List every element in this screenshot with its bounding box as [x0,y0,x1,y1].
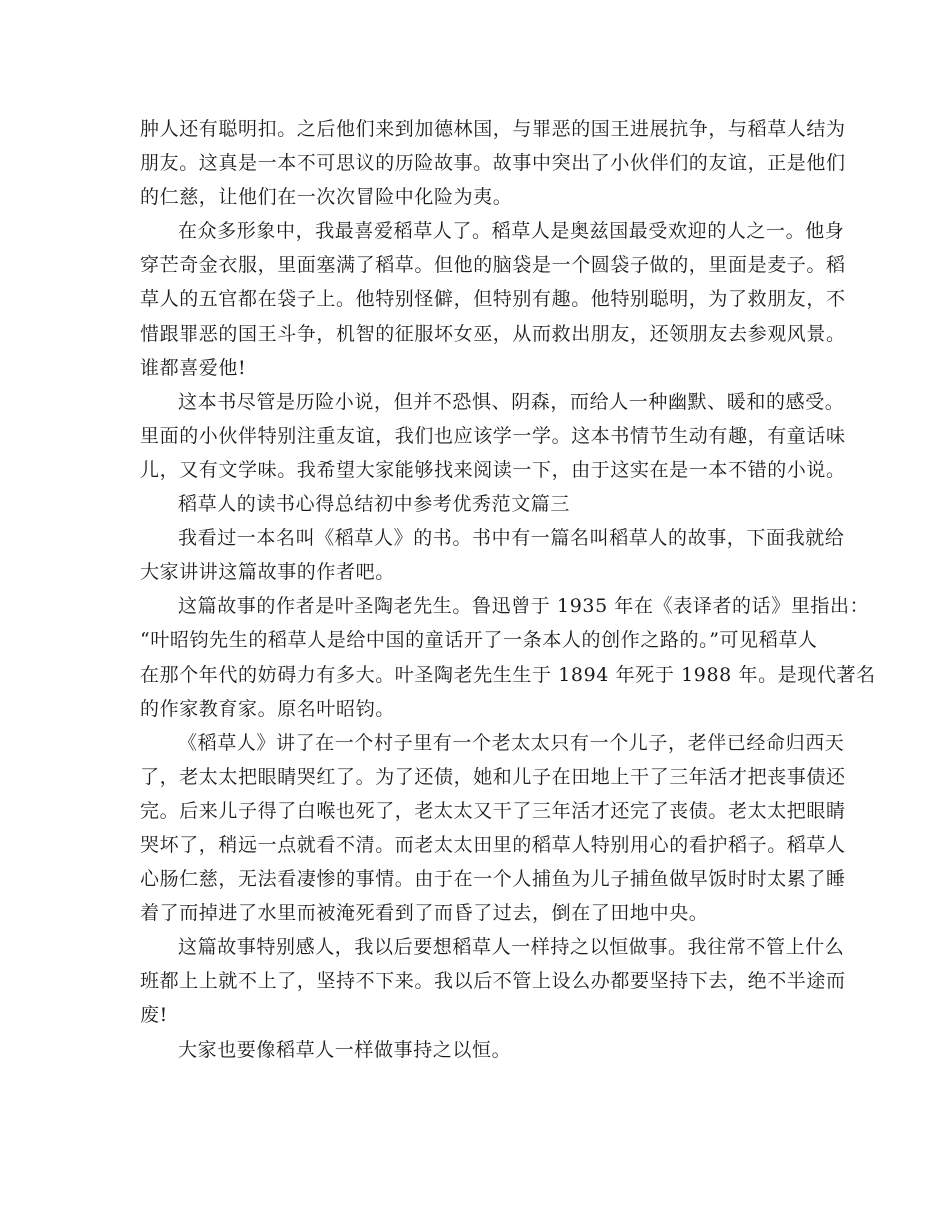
text-line: 的仁慈，让他们在一次次冒险中化险为夷。 [140,186,513,209]
text-line: 朋友。这真是一本不可思议的历险故事。故事中突出了小伙伴们的友谊，正是他们 [140,152,846,175]
text-line: 大家讲讲这篇故事的作者吧。 [140,561,395,584]
text-line: 这篇故事的作者是叶圣陶老先生。鲁迅曾于 1935 年在《表译者的话》里指出： [178,595,870,618]
text-line: 肿人还有聪明扣。之后他们来到加德林国，与罪恶的国王进展抗争，与稻草人结为 [140,118,846,140]
text-line: 在那个年代的妨碍力有多大。叶圣陶老先生生于 1894 年死于 1988 年。是现代著名 [140,663,876,686]
text-line: 了，老太太把眼睛哭红了。为了还债，她和儿子在田地上干了三年活才把丧事债还 [140,765,846,788]
document-body [140,112,876,1067]
text-line: 惜跟罪恶的国王斗争，机智的征服坏女巫，从而救出朋友，还领朋友去参观风景。 [140,322,846,345]
text-line: 班都上上就不上了，坚持不下来。我以后不管上设么办都要坚持下去，绝不半途而 [140,970,846,993]
text-line: 里面的小伙伴特别注重友谊，我们也应该学一学。这本书情节生动有趣，有童话味 [140,424,846,447]
text-line: 这本书尽管是历险小说，但并不恐惧、阴森，而给人一种幽默、暖和的感受。 [178,390,845,413]
text-line: 穿芒奇金衣服，里面塞满了稻草。但他的脑袋是一个圆袋子做的，里面是麦子。稻 [140,254,846,277]
text-line: 在众多形象中，我最喜爱稻草人了。稻草人是奥兹国最受欢迎的人之一。他身 [178,220,845,243]
text-line: 草人的五官都在袋子上。他特别怪僻，但特别有趣。他特别聪明，为了救朋友，不 [140,288,846,311]
text-line: 稻草人的读书心得总结初中参考优秀范文篇三 [178,493,571,516]
text-line: 谁都喜爱他! [140,356,247,379]
text-line: 废! [140,1004,168,1027]
text-line: 完。后来儿子得了白喉也死了，老太太又干了三年活才还完了丧债。老太太把眼睛 [140,799,846,822]
text-line: 这篇故事特别感人，我以后要想稻草人一样持之以恒做事。我往常不管上什么 [178,936,845,959]
text-line: 我看过一本名叫《稻草人》的书。书中有一篇名叫稻草人的故事，下面我就给 [178,527,845,550]
text-line: 大家也要像稻草人一样做事持之以恒。 [178,1038,512,1061]
text-line: 《稻草人》讲了在一个村子里有一个老太太只有一个儿子，老伴已经命归西天 [178,731,845,754]
text-line: 儿，又有文学味。我希望大家能够找来阅读一下，由于这实在是一本不错的小说。 [140,458,846,481]
text-line: 心肠仁慈，无法看凄惨的事情。由于在一个人捕鱼为儿子捕鱼做早饭时时太累了睡 [140,868,846,891]
text-line: “叶昭钧先生的稻草人是给中国的童话开了一条本人的创作之路的。”可见稻草人 [140,629,818,652]
text-line: 哭坏了，稍远一点就看不清。而老太太田里的稻草人特别用心的看护稻子。稻草人 [140,833,846,856]
text-line: 着了而掉进了水里而被淹死看到了而昏了过去，倒在了田地中央。 [140,902,709,925]
text-line: 的作家教育家。原名叶昭钧。 [140,697,395,720]
